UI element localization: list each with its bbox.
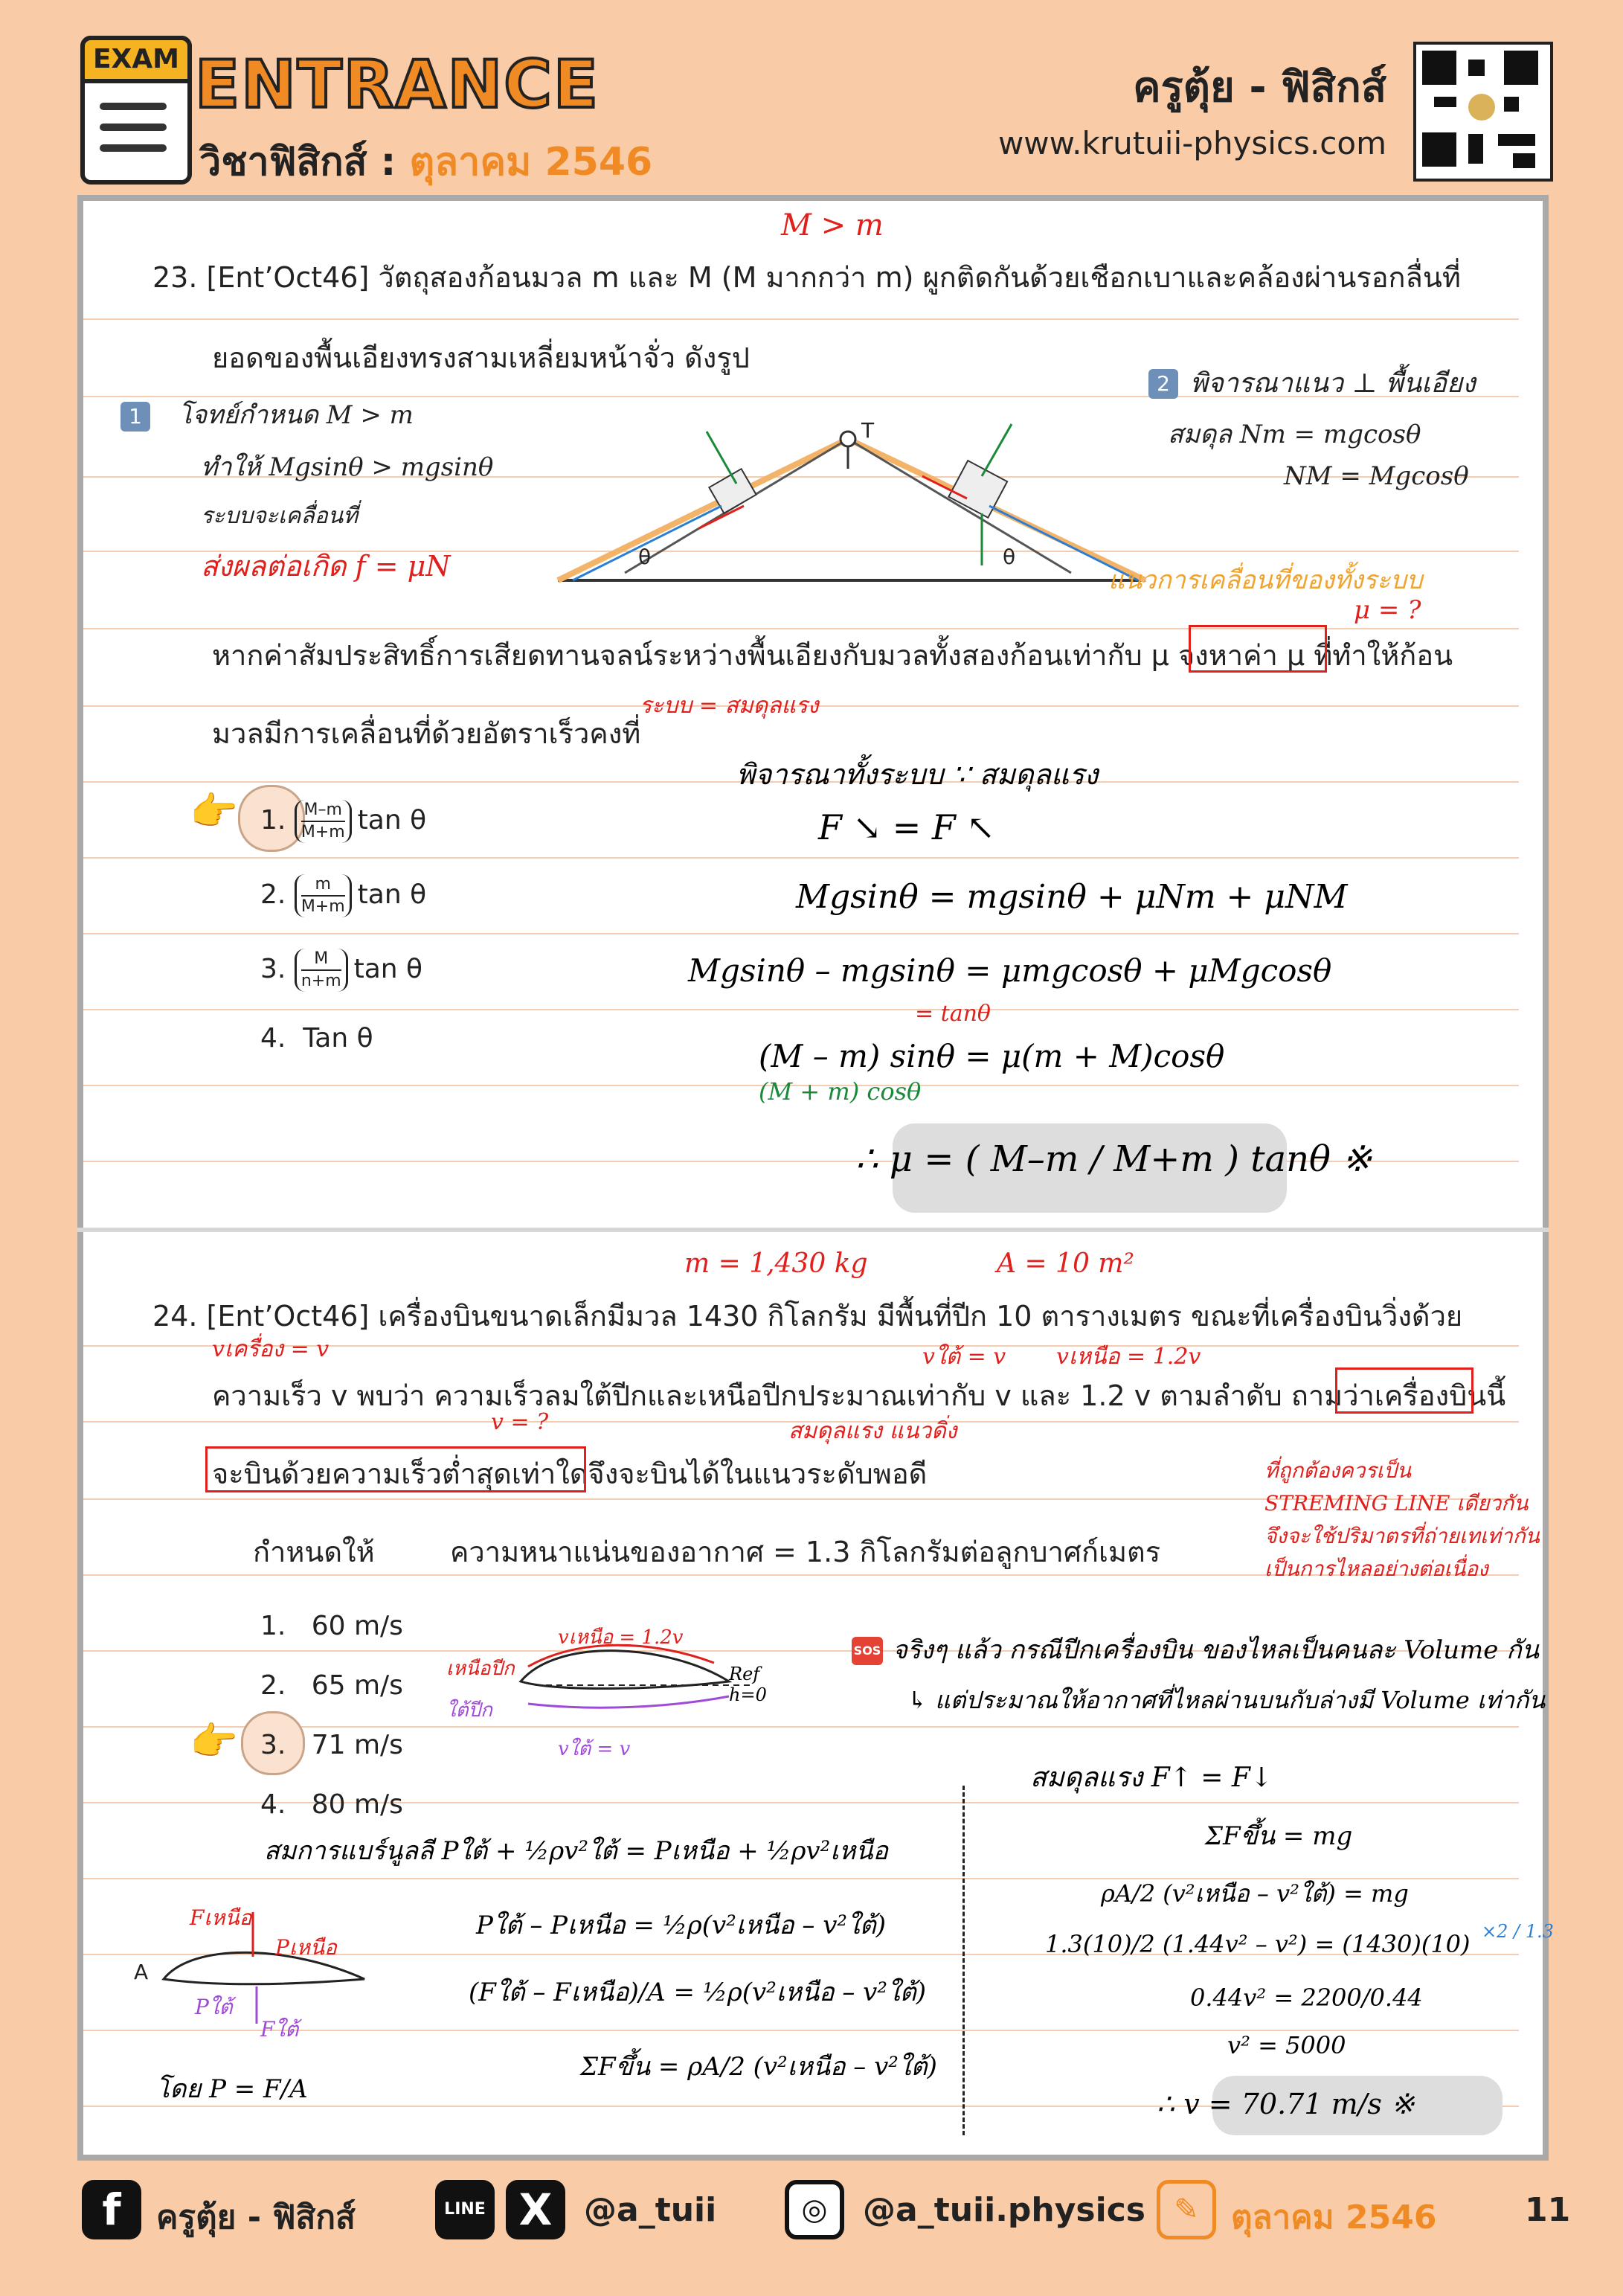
note-tan: = tanθ [915, 1001, 991, 1027]
highlight-min-speed [205, 1446, 586, 1492]
note-equilibrium: สมดุล Nm = mgcosθ [1168, 420, 1421, 449]
eq-r6: v² = 5000 [1227, 2031, 1346, 2059]
note-whole-system: พิจารณาทั้งระบบ ∵ สมดุลแรง [736, 758, 1099, 791]
footer-date: ตุลาคม 2546 [1231, 2199, 1437, 2236]
note-given: โจทย์กำหนด M > m [179, 400, 414, 430]
note-area: A = 10 m² [997, 1248, 1134, 1279]
note-perp: พิจารณาแนว ⊥ พื้นเอียง [1190, 368, 1476, 399]
eq-r4-note: ×2 / 1.3 [1482, 1921, 1554, 1942]
x-icon[interactable]: X [506, 2180, 565, 2239]
q23-choice-2: 2. $\frac{m}{M+m}$ tan θ [260, 875, 427, 916]
q24-choice-4: 4. 80 m/s [260, 1789, 403, 1820]
author-name: ครูตุ้ย - ฟิสิกส์ [1133, 63, 1386, 112]
label-v-below: vใต้ = v [558, 1738, 631, 1760]
note-v-above: vเหนือ = 1.2v [1056, 1344, 1201, 1370]
website-url: www.krutuii-physics.com [997, 125, 1386, 161]
eq-bernoulli: สมการแบร์นูลลี Pใต้ + ½ρv²ใต้ = Pเหนือ + ½ρv²เหนือ [264, 1836, 888, 1866]
q23-line2: ยอดของพื้นเอียงทรงสามเหลี่ยมหน้าจั่ว ดังรูป [212, 341, 750, 374]
note-m-gt-m: M > m [781, 208, 884, 243]
label-p-below: Pใต้ [195, 1995, 233, 2019]
footer-facebook[interactable]: ครูตุ้ย - ฟิสิกส์ [156, 2199, 356, 2236]
q23-choice-1: 1. $\frac{M-m}{M+m}$ tan θ [260, 801, 427, 841]
q23-choice-4: 4. Tan θ [260, 1023, 373, 1054]
q23-choice-3: 3. $\frac{M}{n+m}$ tan θ [260, 949, 423, 990]
q23-line4: มวลมีการเคลื่อนที่ด้วยอัตราเร็วคงที่ [212, 717, 641, 750]
eq-r4: 1.3(10)/2 (1.44v² – v²) = (1430)(10) [1045, 1930, 1471, 1958]
svg-text:θ: θ [1003, 545, 1016, 569]
note-system-moves: ระบบจะเคลื่อนที่ [201, 503, 359, 529]
eq-r5: 0.44v² = 2200/0.44 [1190, 1984, 1423, 2012]
label-f-above: Fเหนือ [190, 1905, 252, 1930]
label-ref: Ref h=0 [729, 1664, 767, 1705]
instagram-icon[interactable]: ◎ [785, 2180, 844, 2239]
label-above-wing: เหนือปีก [446, 1658, 515, 1680]
footer-instagram[interactable]: @a_tuii.physics [863, 2191, 1145, 2229]
eq-4-denominator: (M + m) cosθ [759, 1077, 922, 1106]
note-mass: m = 1,430 kg [684, 1248, 868, 1279]
sos-icon: SOS [852, 1637, 883, 1665]
page-number: 11 [1525, 2191, 1571, 2229]
note-friction: ส่งผลต่อเกิด f = μN [201, 550, 451, 583]
q24-line2: ความเร็ว v พบว่า ความเร็วลมใต้ปีกและเหนือปีกประมาณเท่ากับ v และ 1.2 v ตามลำดับ ถามว่าเครื่องบินนี้ [212, 1379, 1506, 1412]
subject-subtitle [199, 130, 652, 192]
qr-code-icon [1413, 42, 1553, 182]
note-streamline: ที่ถูกต้องควรเป็น STREMING LINE เดียวกัน จึงจะใช้ปริมาตรที่ถ่ายเทเท่ากัน เป็นการไหลอย่างต่อเนื่อง [1264, 1458, 1540, 1581]
note-constant-velocity: ระบบ = สมดุลแรง [640, 693, 819, 719]
eq-2: Mgsinθ = mgsinθ + μNm + μNM [796, 878, 1348, 916]
eq-b3: (Fใต้ – Fเหนือ)/A = ½ρ(v²เหนือ – v²ใต้) [469, 1978, 926, 2007]
eq-pressure: โดย P = F/A [156, 2074, 308, 2104]
note-sos: จริงๆ แล้ว กรณีปีกเครื่องบิน ของไหลเป็นคนละ Volume กัน [893, 1635, 1539, 1665]
note-v-question: v = ? [491, 1409, 549, 1435]
note-v-plane: vเครื่อง = v [212, 1336, 330, 1362]
eq-r1: สมดุลแรง F↑ = F↓ [1030, 1763, 1273, 1793]
facebook-icon[interactable]: f [82, 2180, 141, 2239]
step-1-badge: 1 [120, 402, 150, 432]
q24-line1: 24. [Ent’Oct46] เครื่องบินขนาดเล็กมีมวล 1430 กิโลกรัม มีพื้นที่ปีก 10 ตารางเมตร ขณะที่เครื่องบินวิ่งด้วย [152, 1300, 1463, 1333]
eq-1: F ↘ = F ↖ [818, 807, 995, 847]
note-vertical-balance: สมดุลแรง แนวดิ่ง [788, 1418, 957, 1444]
incline-figure [550, 402, 1175, 603]
q24-choice-1: 1. 60 m/s [260, 1611, 403, 1641]
note-approx: ↳ แต่ประมาณให้อากาศที่ไหลผ่านบนกับล่างมี Volume เท่ากัน [907, 1686, 1546, 1714]
line-icon[interactable]: LINE [435, 2180, 495, 2239]
eq-b2: Pใต้ – Pเหนือ = ½ρ(v²เหนือ – v²ใต้) [476, 1911, 886, 1940]
label-f-below: Fใต้ [260, 2017, 299, 2042]
label-p-above: Pเหนือ [275, 1935, 337, 1960]
q24-choice-3: 3. 71 m/s [260, 1730, 403, 1760]
footer-line-x[interactable]: @a_tuii [584, 2191, 717, 2229]
eq-4: (M – m) sinθ = μ(m + M)cosθ [759, 1038, 1225, 1074]
eq-r3: ρA/2 (v²เหนือ – v²ใต้) = mg [1101, 1879, 1409, 1908]
q24-line3: จะบินด้วยความเร็วต่ำสุดเท่าใดจึงจะบินได้ในแนวระดับพอดี [212, 1458, 928, 1490]
label-v-above: vเหนือ = 1.2v [558, 1626, 684, 1649]
eq-r2: ΣFขึ้น = mg [1205, 1821, 1353, 1851]
step-2-badge: 2 [1148, 369, 1178, 399]
note-nm: NM = Mgcosθ [1284, 461, 1469, 491]
highlight-plane [1335, 1367, 1473, 1414]
pointing-hand-icon: 👉 [190, 789, 238, 834]
page-title: ENTRANCE [195, 46, 600, 123]
eq-result: ∴ μ = ( M–m / M+m ) tanθ ※ [855, 1138, 1372, 1180]
svg-text:T: T [861, 418, 875, 443]
q24-choice-2: 2. 65 m/s [260, 1670, 403, 1701]
highlight-find-mu [1189, 625, 1327, 673]
note-edit-icon: ✎ [1157, 2180, 1216, 2239]
note-compare: ทำให้ Mgsinθ > mgsinθ [201, 452, 494, 482]
note-motion-direction: แนวการเคลื่อนที่ของทั้งระบบ [1108, 565, 1423, 595]
label-below-wing: ใต้ปีก [446, 1699, 492, 1722]
eq-r7: ∴ v = 70.71 m/s ※ [1157, 2088, 1415, 2120]
subtitle-date: ตุลาคม 2546 [409, 140, 653, 185]
note-v-below: vใต้ = v [922, 1344, 1006, 1370]
svg-text:A: A [134, 1960, 149, 1984]
work-divider [962, 1786, 965, 2135]
note-mu-question: μ = ? [1354, 595, 1421, 625]
exam-label: EXAM [80, 36, 192, 83]
question-divider [77, 1228, 1549, 1232]
wing-force-figure [126, 1905, 379, 2039]
q23-line1: 23. [Ent’Oct46] วัตถุสองก้อนมวล m และ M (M มากกว่า m) ผูกติดกันด้วยเชือกเบาและคล้องผ่านรอกลื่นที่ [152, 261, 1461, 294]
subtitle-prefix: วิชาฟิสิกส์ : [199, 140, 396, 185]
svg-text:θ: θ [638, 545, 652, 569]
eq-3: Mgsinθ – mgsinθ = μmgcosθ + μMgcosθ [688, 952, 1332, 989]
q24-given-value: ความหนาแน่นของอากาศ = 1.3 กิโลกรัมต่อลูกบาศก์เมตร [450, 1536, 1161, 1568]
pointing-hand-icon: 👉 [190, 1719, 238, 1764]
q23-line3: หากค่าสัมประสิทธิ์การเสียดทานจลน์ระหว่างพื้นเอียงกับมวลทั้งสองก้อนเท่ากับ μ จงหาค่า μ ที่ทำให้ก้อน [212, 639, 1453, 672]
eq-b4: ΣFขึ้น = ρA/2 (v²เหนือ – v²ใต้) [580, 2052, 937, 2082]
q24-given-label: กำหนดให้ [253, 1536, 375, 1568]
